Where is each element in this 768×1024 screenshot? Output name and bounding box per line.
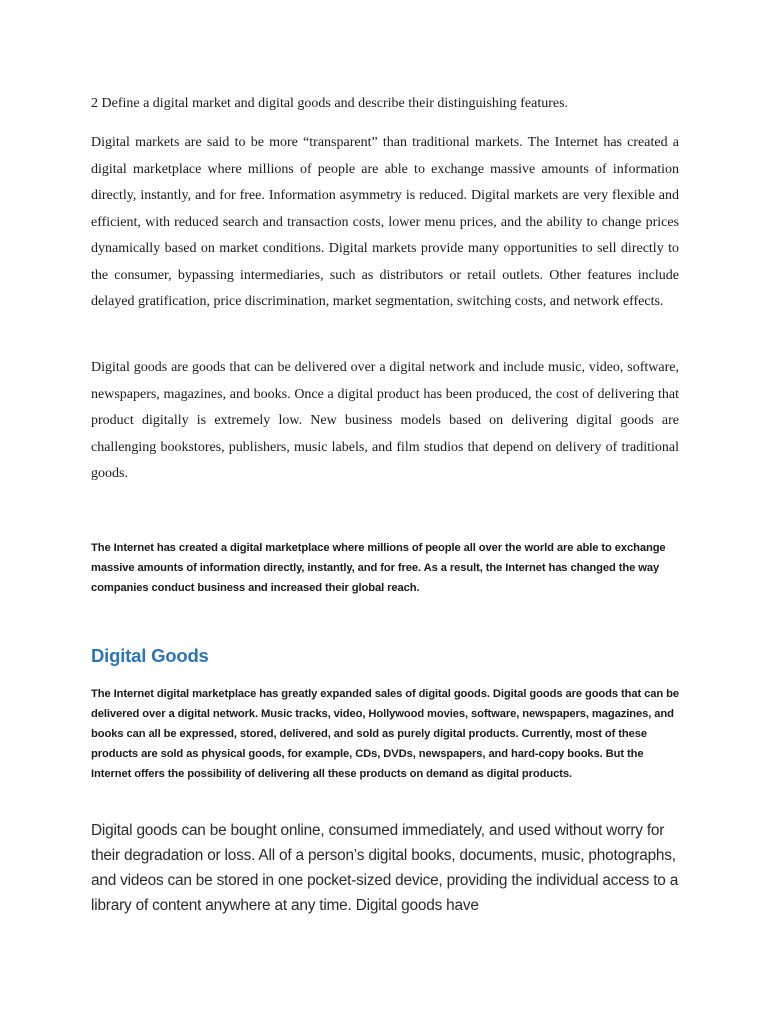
digital-goods-heading: Digital Goods — [91, 645, 209, 666]
question-text: 2 Define a digital market and digital goods and describe their distinguishing features. — [91, 96, 569, 111]
paragraph-digital-goods: Digital goods are goods that can be delivered over a digital network and include music, video, software, newspapers, magazines, and books. Once a digital product has been produced, the cost of delivering that product digitally is extremely low. New business models based on delivering digital goods are challenging bookstores, publishers, music labels, and film studios that depend on delivery of traditional goods. — [91, 360, 679, 481]
digital-goods-large-text: Digital goods can be bought online, consumed immediately, and used without worry for their degradation or loss. All of a person’s digital books, documents, music, photographs, and videos can be stored in one pocket-sized device, providing the individual access to a library of content anywhere at any time. Digital goods have — [91, 822, 679, 914]
internet-callout-text: The Internet has created a digital marketplace where millions of people all over the world are able to exchange massive amounts of information directly, instantly, and for free. As a result, the Internet has changed the way companies conduct business and increased their global reach. — [91, 542, 666, 594]
paragraph-digital-markets: Digital markets are said to be more “transparent” than traditional markets. The Internet has created a digital marketplace where millions of people are able to exchange massive amounts of information directly, instantly, and for free. Information asymmetry is reduced. Digital markets are very flexible and efficient, with reduced search and transaction costs, lower menu prices, and the ability to change prices dynamically based on market conditions. Digital markets provide many opportunities to sell directly to the consumer, bypassing intermediaries, such as distributors or retail outlets. Other features include delayed gratification, price discrimination, market segmentation, switching costs, and network effects. — [91, 135, 679, 309]
digital-goods-body: The Internet digital marketplace has greatly expanded sales of digital goods. Digital goods are goods that can be delivered over a digital network. Music tracks, video, Hollywood movies, software, newspapers, magazines, and books can all be expressed, stored, delivered, and sold as purely digital products. Currently, most of these products are sold as physical goods, for example, CDs, DVDs, newspapers, and hard-copy books. But the Internet offers the possibility of delivering all these products on demand as digital products. — [91, 688, 679, 780]
